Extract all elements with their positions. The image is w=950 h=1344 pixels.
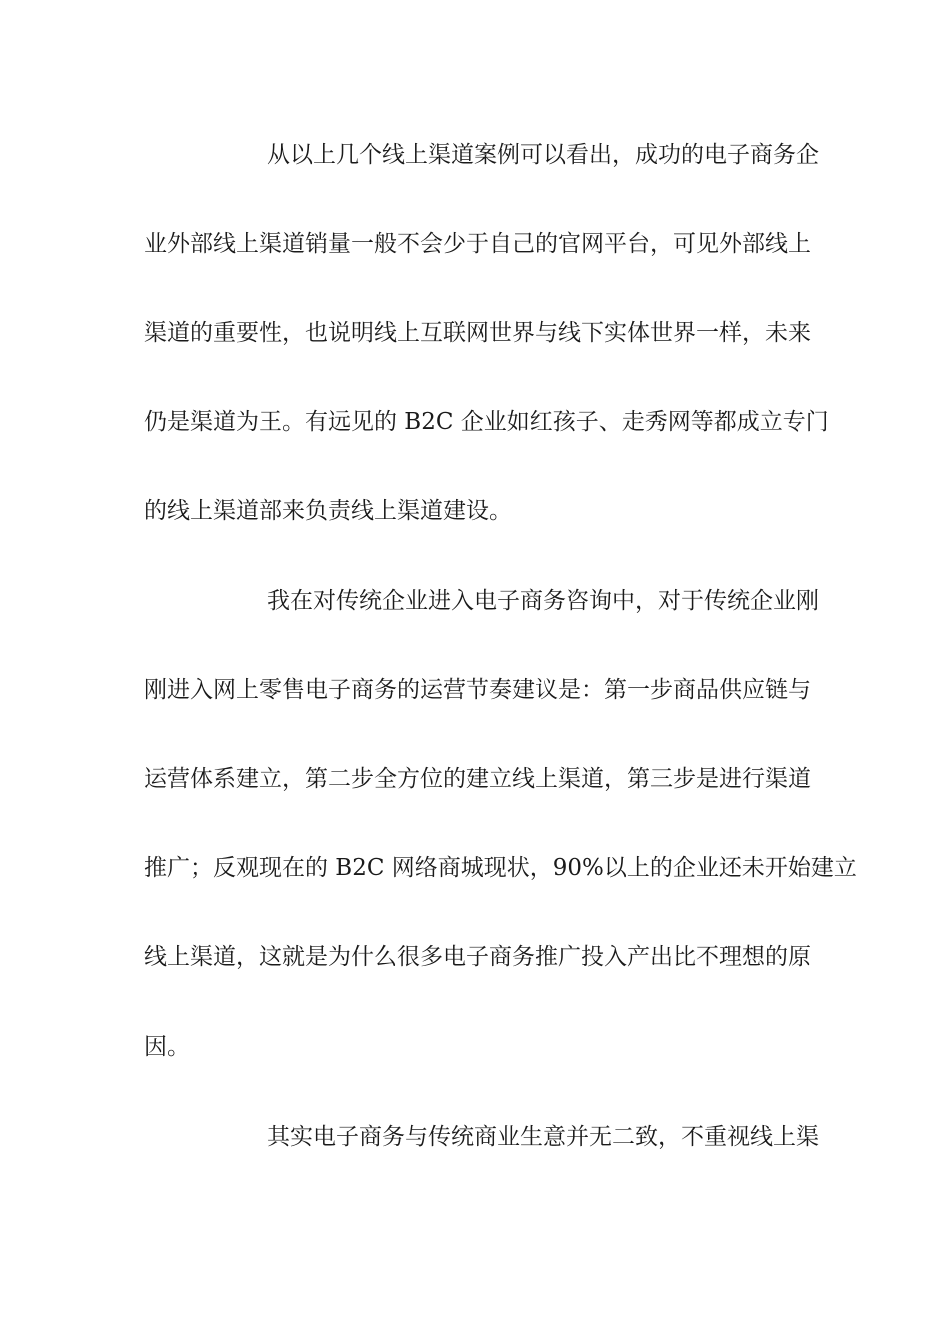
paragraph-1-line-1: 从以上几个线上渠道案例可以看出，成功的电子商务企: [267, 142, 819, 168]
paragraph-1-line-4: 仍是渠道为王。有远见的 B2C 企业如红孩子、走秀网等都成立专门: [144, 409, 829, 435]
paragraph-2-line-3: 运营体系建立，第二步全方位的建立线上渠道，第三步是进行渠道: [144, 766, 811, 792]
paragraph-1-line-3: 渠道的重要性，也说明线上互联网世界与线下实体世界一样，未来: [144, 320, 811, 346]
paragraph-3-line-1: 其实电子商务与传统商业生意并无二致，不重视线上渠: [267, 1124, 819, 1150]
paragraph-1-line-2: 业外部线上渠道销量一般不会少于自己的官网平台，可见外部线上: [144, 231, 811, 257]
paragraph-2-line-4: 推广；反观现在的 B2C 网络商城现状，90%以上的企业还未开始建立: [144, 855, 857, 881]
paragraph-2-line-5: 线上渠道，这就是为什么很多电子商务推广投入产出比不理想的原: [144, 944, 811, 970]
paragraph-1-line-5: 的线上渠道部来负责线上渠道建设。: [144, 498, 512, 524]
paragraph-2-line-6: 因。: [144, 1034, 190, 1060]
paragraph-2-line-1: 我在对传统企业进入电子商务咨询中，对于传统企业刚: [267, 588, 819, 614]
paragraph-2-line-2: 刚进入网上零售电子商务的运营节奏建议是：第一步商品供应链与: [144, 677, 811, 703]
